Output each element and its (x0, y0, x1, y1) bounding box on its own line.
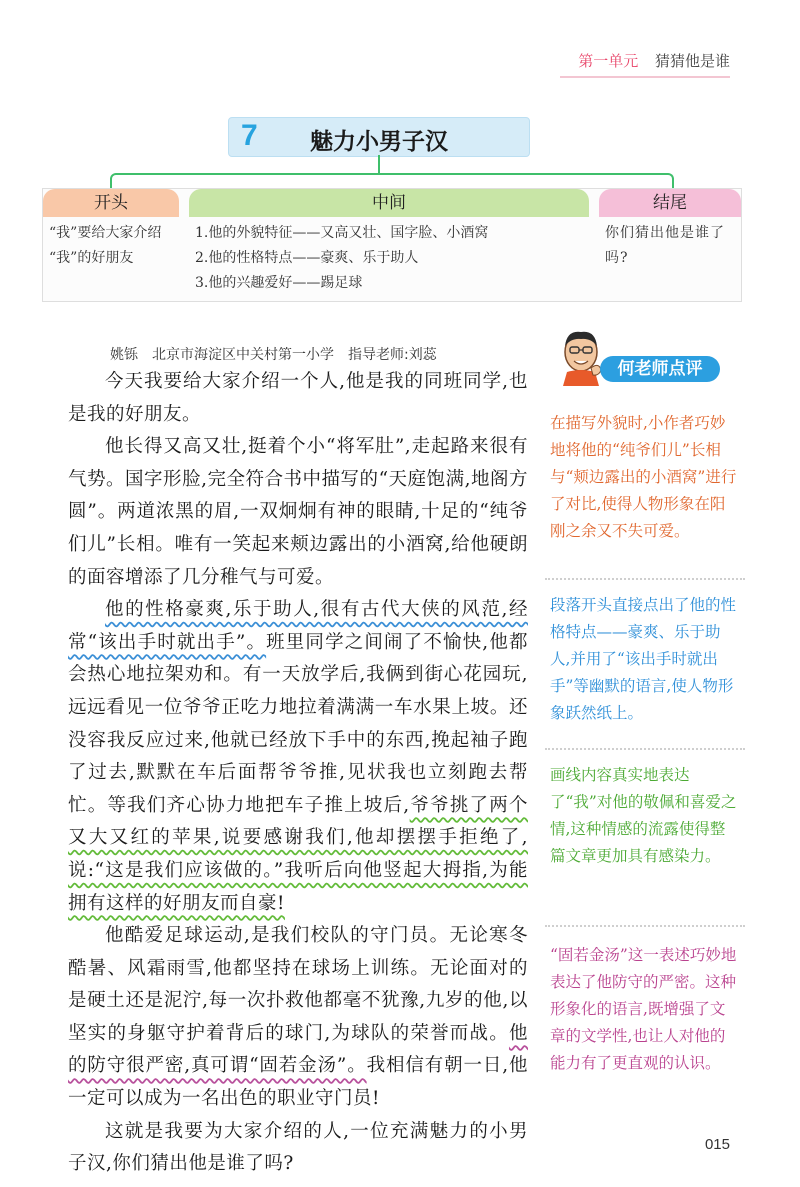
header-divider (560, 76, 730, 78)
lesson-title: 魅力小男子汉 (310, 129, 448, 155)
lesson-number: 7 (241, 119, 258, 152)
comment-divider (545, 748, 745, 750)
essay-paragraph (68, 594, 528, 920)
essay-text: 我相信有朝一日,他一定可以成为一名出色的职业守门员! (68, 1055, 528, 1110)
outline-middle-line: 2.他的性格特点——豪爽、乐于助人 (195, 250, 419, 266)
unit-subtitle: 猜猜他是谁 (654, 52, 730, 70)
outline-start-heading: 开头 (43, 189, 179, 217)
outline-end-heading: 结尾 (599, 189, 741, 217)
structure-outline (42, 188, 742, 302)
outline-connector (110, 173, 674, 189)
outline-start (43, 189, 179, 301)
page-number: 015 (704, 1136, 730, 1153)
underlined-phrase: 他的防守很严密,真可谓“固若金汤”。 (68, 1022, 528, 1077)
outline-end-text: 你们猜出他是谁了吗? (605, 225, 725, 266)
essay-paragraph: 今天我要给大家介绍一个人,他是我的同班同学,也是我的好朋友。 (68, 371, 528, 425)
outline-start-line: “我”要给大家介绍 (49, 225, 162, 241)
teacher-comment: 画线内容真实地表达了“我”对他的敬佩和喜爱之情,这种情感的流露使得整篇文章更加具有感染力。 (550, 766, 737, 865)
underlined-phrase: 他的性格豪爽,乐于助人,很有古代大侠的风范,经常“该出手时就出手”。 (68, 599, 528, 653)
comment-divider (545, 925, 745, 927)
essay-paragraph (68, 920, 528, 1116)
outline-middle (189, 189, 589, 301)
teacher-avatar-icon (555, 328, 607, 386)
teacher-comment-badge: 何老师点评 (600, 356, 720, 382)
running-header (578, 50, 730, 71)
teacher-comment: 在描写外貌时,小作者巧妙地将他的“纯爷们儿”长相与“颊边露出的小酒窝”进行了对比,使得人物形象在阳刚之余又不失可爱。 (550, 414, 737, 540)
outline-connector-stem (378, 155, 380, 173)
outline-middle-line: 1.他的外貌特征——又高又壮、国字脸、小酒窝 (195, 225, 489, 241)
author-line: 姚铄 北京市海淀区中关村第一小学 指导老师:刘蕊 (110, 347, 437, 363)
essay-text: 他酷爱足球运动,是我们校队的守门员。无论寒冬酷暑、风霜雨雪,他都坚持在球场上训练。无论面对的是硬土还是泥泞,每一次扑救他都毫不犹豫,九岁的他,以坚实的身躯守护着背后的球门,为球队的荣誉而战。 (68, 925, 528, 1044)
outline-middle-heading: 中间 (189, 189, 589, 217)
outline-middle-line: 3.他的兴趣爱好——踢足球 (195, 275, 363, 291)
outline-end (599, 189, 741, 301)
essay-paragraph: 他长得又高又壮,挺着个小“将军肚”,走起路来很有气势。国字形脸,完全符合书中描写的“天庭饱满,地阁方圆”。两道浓黑的眉,一双炯炯有神的眼睛,十足的“纯爷们儿”长相。唯有一笑起来颊边露出的小酒窝,给他硬朗的面容增添了几分稚气与可爱。 (68, 436, 528, 588)
essay-text: 班里同学之间闹了不愉快,他都会热心地拉架劝和。有一天放学后,我俩到街心花园玩,远远看见一位爷爷正吃力地拉着满满一车水果上坡。还没容我反应过来,他就已经放下手中的东西,挽起袖子跑了过去,默默在车后面帮爷爷推,见状我也立刻跑去帮忙。等我们齐心协力地把车子推上坡后, (68, 631, 528, 816)
lesson-title-box (228, 117, 530, 157)
underlined-phrase: 爷爷挑了两个又大又红的苹果,说要感谢我们,他却摆摆手拒绝了,说:“这是我们应该做的。”我听后向他竖起大拇指,为能拥有这样的好朋友而自豪! (68, 794, 528, 914)
essay-body (68, 366, 528, 1181)
essay-paragraph: 这就是我要为大家介绍的人,一位充满魅力的小男子汉,你们猜出他是谁了吗? (68, 1120, 528, 1175)
unit-label: 第一单元 (578, 52, 639, 70)
comment-divider (545, 578, 745, 580)
teacher-comment: “固若金汤”这一表述巧妙地表达了他防守的严密。这种形象化的语言,既增强了文章的文学性,也让人对他的能力有了更直观的认识。 (550, 946, 737, 1072)
teacher-comment: 段落开头直接点出了他的性格特点——豪爽、乐于助人,并用了“该出手时就出手”等幽默的语言,使人物形象跃然纸上。 (550, 596, 737, 722)
outline-start-line: “我”的好朋友 (49, 250, 134, 266)
